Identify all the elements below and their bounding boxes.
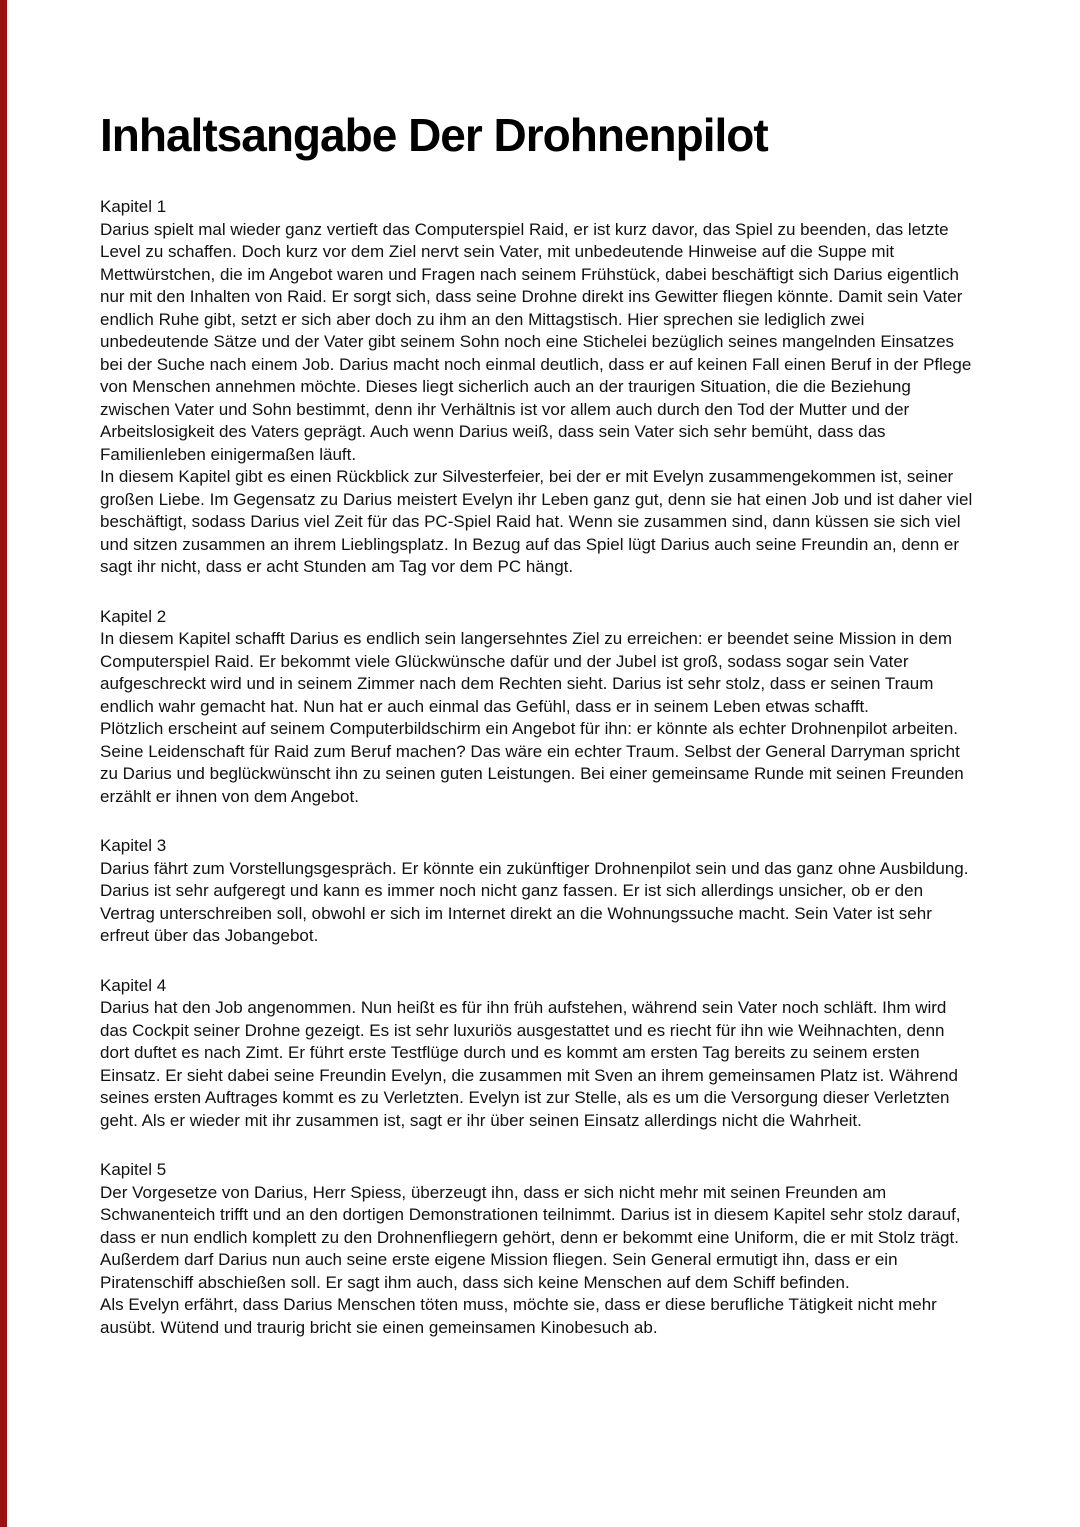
chapter-paragraph: Als Evelyn erfährt, dass Darius Menschen töten muss, möchte sie, dass er diese berufliche Tätigkeit nicht mehr ausübt. Wütend und traurig bricht sie einen gemeinsamen Kinobesuch ab. — [100, 1295, 937, 1337]
chapter-paragraph: Darius spielt mal wieder ganz vertieft das Computerspiel Raid, er ist kurz davor, das Spiel zu beenden, das letzte Level zu schaffen. Doch kurz vor dem Ziel nervt sein Vater, mit unbedeutende Hinweise auf die Suppe mit Mettwürstchen, die im Angebot waren und Fragen nach seinem Frühstück, dabei beschäftigt sich Darius eigentlich nur mit den Inhalten von Raid. Er sorgt sich, dass seine Drohne direkt ins Gewitter fliegen könnte. Damit sein Vater endlich Ruhe gibt, setzt er sich aber doch zu ihm an den Mittagstisch. Hier sprechen sie lediglich zwei unbedeutende Sätze und der Vater gibt seinem Sohn noch eine Stichelei bezüglich seines mangelnden Einsatzes bei der Suche nach einem Job. Darius macht noch einmal deutlich, dass er auf keinen Fall einen Beruf in der Pflege von Menschen annehmen möchte. Dieses liegt sicherlich auch an der traurigen Situation, die die Beziehung zwischen Vater und Sohn bestimmt, denn ihr Verhältnis ist vor allem auch durch den Tod der Mutter und der Arbeitslosigkeit des Vaters geprägt. Auch wenn Darius weiß, dass sein Vater sich sehr bemüht, dass das Familienleben einigermaßen läuft. — [100, 219, 972, 464]
page-left-accent-border — [0, 0, 7, 1527]
page-title: Inhaltsangabe Der Drohnenpilot — [100, 109, 768, 161]
chapter-heading: Kapitel 1 — [100, 197, 167, 216]
chapter-heading: Kapitel 2 — [100, 606, 167, 626]
chapter-heading: Kapitel 4 — [100, 975, 167, 995]
chapter-paragraph: Der Vorgesetze von Darius, Herr Spiess, überzeugt ihn, dass er sich nicht mehr mit seinen Freunden am Schwanenteich trifft und an den dortigen Demonstrationen teilnimmt. Darius ist in diesem Kapitel sehr stolz darauf, dass er nun endlich komplett zu den Drohnenfliegern gehört, denn er bekommt eine Uniform, die er mit Stolz trägt. Außerdem darf Darius nun auch seine erste eigene Mission fliegen. Sein General ermutigt ihn, dass er ein Piratenschiff abschießen soll. Er sagt ihm auch, dass sich keine Menschen auf dem Schiff befinden. — [100, 1182, 961, 1292]
chapter-section-1 — [100, 196, 975, 579]
chapter-section-2 — [100, 606, 975, 809]
chapter-paragraph: In diesem Kapitel schafft Darius es endlich sein langersehntes Ziel zu erreichen: er beendet seine Mission in dem Computerspiel Raid. Er bekommt viele Glückwünsche dafür und der Jubel ist groß, sodass sogar sein Vater aufgeschreckt wird und in seinem Zimmer nach dem Rechten sieht. Darius ist sehr stolz, dass er seinen Traum endlich wahr gemacht hat. Nun hat er auch einmal das Gefühl, dass er in seinem Leben etwas schafft. — [100, 629, 953, 716]
chapter-paragraph: Plötzlich erscheint auf seinem Computerbildschirm ein Angebot für ihn: er könnte als echter Drohnenpilot arbeiten. Seine Leidenschaft für Raid zum Beruf machen? Das wäre ein echter Traum. Selbst der General Darryman spricht zu Darius und beglückwünscht ihn zu seinen guten Leistungen. Bei einer gemeinsame Runde mit seinen Freunden erzählt er ihnen von dem Angebot. — [100, 719, 964, 806]
chapter-section-3 — [100, 835, 975, 948]
chapter-paragraph: Darius fährt zum Vorstellungsgespräch. Er könnte ein zukünftiger Drohnenpilot sein und das ganz ohne Ausbildung. Darius ist sehr aufgeregt und kann es immer noch nicht ganz fassen. Er ist sich allerdings unsicher, ob er den Vertrag unterschreiben soll, obwohl er sich im Internet direkt an die Wohnungssuche macht. Sein Vater ist sehr erfreut über das Jobangebot. — [100, 858, 969, 945]
chapter-paragraph: In diesem Kapitel gibt es einen Rückblick zur Silvesterfeier, bei der er mit Evelyn zusammengekommen ist, seiner großen Liebe. Im Gegensatz zu Darius meistert Evelyn ihr Leben ganz gut, denn sie hat einen Job und ist daher viel beschäftigt, sodass Darius viel Zeit für das PC-Spiel Raid hat. Wenn sie zusammen sind, dann küssen sie sich viel und sitzen zusammen an ihrem Lieblingsplatz. In Bezug auf das Spiel lügt Darius auch seine Freundin an, denn er sagt ihr nicht, dass er acht Stunden am Tag vor dem PC hängt. — [100, 467, 973, 576]
chapter-heading: Kapitel 5 — [100, 1160, 167, 1179]
chapter-paragraph: Darius hat den Job angenommen. Nun heißt es für ihn früh aufstehen, während sein Vater noch schläft. Ihm wird das Cockpit seiner Drohne gezeigt. Es ist sehr luxuriös ausgestattet und es riecht für ihn wie Weihnachten, denn dort duftet es nach Zimt. Er führt erste Testflüge durch und es kommt am ersten Tag bereits zu seinem ersten Einsatz. Er sieht dabei seine Freundin Evelyn, die zusammen mit Sven an ihrem gemeinsamen Platz ist. Während seines ersten Auftrages kommt es zu Verletzten. Evelyn ist zur Stelle, als es um die Versorgung dieser Verletzten geht. Als er wieder mit ihr zusammen ist, sagt er ihr über seinen Einsatz allerdings nicht die Wahrheit. — [100, 998, 958, 1130]
chapter-heading: Kapitel 3 — [100, 836, 167, 855]
chapter-section-4 — [100, 975, 975, 1133]
chapter-section-5 — [100, 1159, 975, 1339]
